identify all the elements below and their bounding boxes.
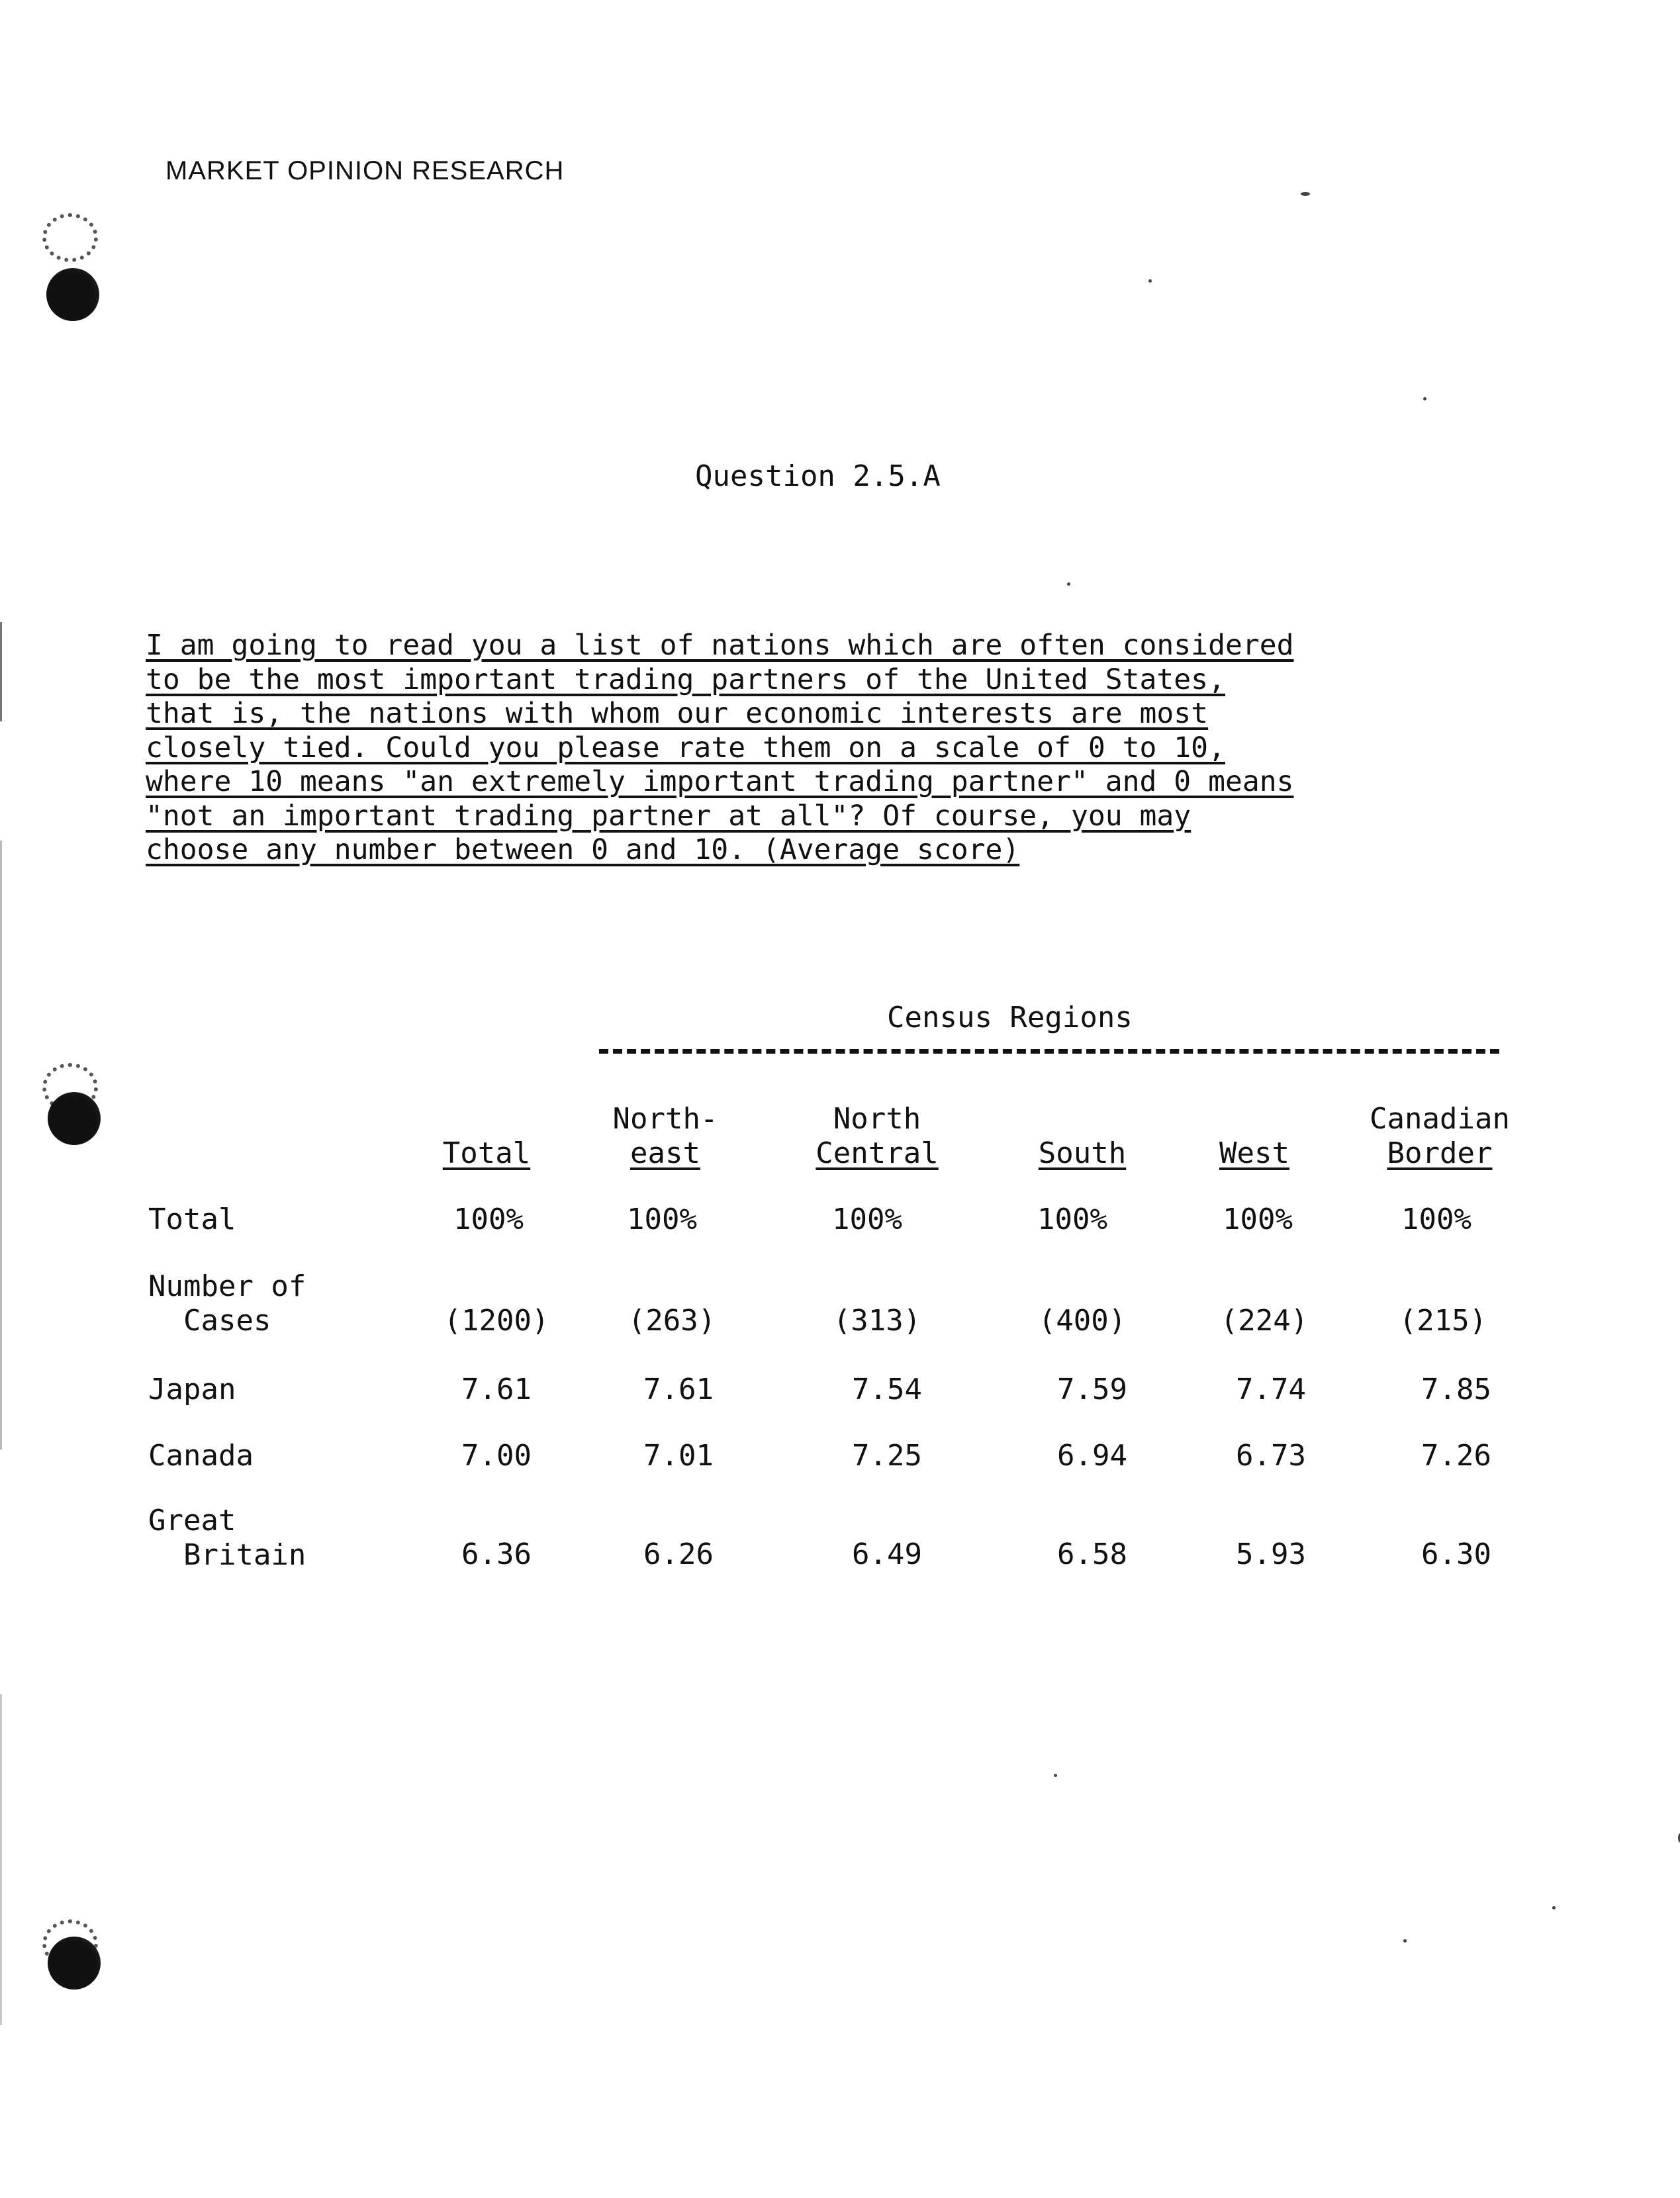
row-label-total: Total (148, 1203, 236, 1236)
binder-hole-bottom (48, 1937, 101, 1990)
table-cell: 100% (1223, 1203, 1293, 1236)
binder-hole-ring-top (42, 213, 98, 262)
question-text-line: where 10 means "an extremely important trading partner" and 0 means (146, 765, 1294, 798)
question-text-line: that is, the nations with whom our economic interests are most (146, 697, 1209, 730)
table-cell: 7.74 (1236, 1373, 1306, 1406)
question-title: Question 2.5.A (695, 459, 941, 493)
column-header-west: West (1219, 1136, 1289, 1170)
column-header-total: Total (442, 1136, 531, 1170)
row-label-canada: Canada (148, 1439, 254, 1473)
table-cell: 100% (627, 1203, 697, 1236)
table-cell: 7.61 (643, 1373, 714, 1406)
row-label-great-britain: Great Britain (148, 1504, 306, 1572)
scan-edge-line (0, 841, 2, 1449)
row-label-number-of-cases: Number of Cases (148, 1269, 306, 1338)
table-cell: 7.25 (852, 1439, 922, 1473)
question-text-line: to be the most important trading partners of the United States, (146, 663, 1225, 696)
table-cell: (224) (1220, 1304, 1309, 1338)
scan-speck (1067, 582, 1070, 586)
table-cell: 7.85 (1421, 1373, 1491, 1406)
table-cell: (215) (1399, 1304, 1487, 1338)
table-cell: 6.73 (1236, 1439, 1306, 1473)
census-regions-rule (599, 1049, 1499, 1054)
row-label-japan: Japan (148, 1373, 236, 1406)
scan-speck (1301, 192, 1310, 196)
scan-speck (1054, 1774, 1057, 1777)
scan-speck (1552, 1906, 1556, 1909)
table-cell: (263) (628, 1304, 716, 1338)
table-cell: 7.00 (461, 1439, 532, 1473)
table-cell: 6.49 (852, 1537, 922, 1571)
table-cell: 6.36 (461, 1537, 532, 1571)
table-cell: 100% (1401, 1203, 1471, 1236)
scan-speck (1423, 397, 1426, 400)
binder-hole-top (46, 268, 99, 321)
column-header-south: South (1038, 1136, 1127, 1170)
question-text-line: I am going to read you a list of nations which are often considered (146, 629, 1294, 662)
table-cell: 7.59 (1057, 1373, 1127, 1406)
scan-edge-line (0, 622, 2, 721)
table-cell: 6.30 (1421, 1537, 1491, 1571)
question-text-line: choose any number between 0 and 10. (Average score) (146, 833, 1020, 866)
table-cell: 7.01 (643, 1439, 714, 1473)
table-cell: 100% (453, 1203, 524, 1236)
table-cell: (400) (1038, 1304, 1127, 1338)
census-regions-header: Census Regions (887, 1001, 1133, 1034)
binder-hole-middle (48, 1092, 101, 1145)
table-cell: 100% (832, 1203, 902, 1236)
table-cell: 7.54 (852, 1373, 922, 1406)
scan-edge-line (0, 1694, 2, 2025)
column-header-north-central: North Central (816, 1102, 939, 1170)
table-cell: 6.58 (1057, 1537, 1127, 1571)
table-cell: 7.61 (461, 1373, 532, 1406)
scan-speck (1403, 1939, 1407, 1943)
table-cell: 6.26 (643, 1537, 714, 1571)
question-text (146, 629, 1536, 868)
table-cell: 7.26 (1421, 1439, 1491, 1473)
table-cell: 6.94 (1057, 1439, 1127, 1473)
table-cell: (313) (833, 1304, 921, 1338)
table-cell: (1200) (443, 1304, 549, 1338)
column-header-northeast: North- east (612, 1102, 718, 1170)
table-cell: 5.93 (1236, 1537, 1306, 1571)
table-cell: 100% (1037, 1203, 1107, 1236)
scan-speck (1148, 279, 1152, 283)
question-text-line: "not an important trading partner at all"? Of course, you may (146, 799, 1191, 833)
document-header: MARKET OPINION RESEARCH (165, 156, 565, 185)
column-header-canadian-border: Canadian Border (1370, 1102, 1510, 1170)
question-text-line: closely tied. Could you please rate them on a scale of 0 to 10, (146, 731, 1225, 764)
